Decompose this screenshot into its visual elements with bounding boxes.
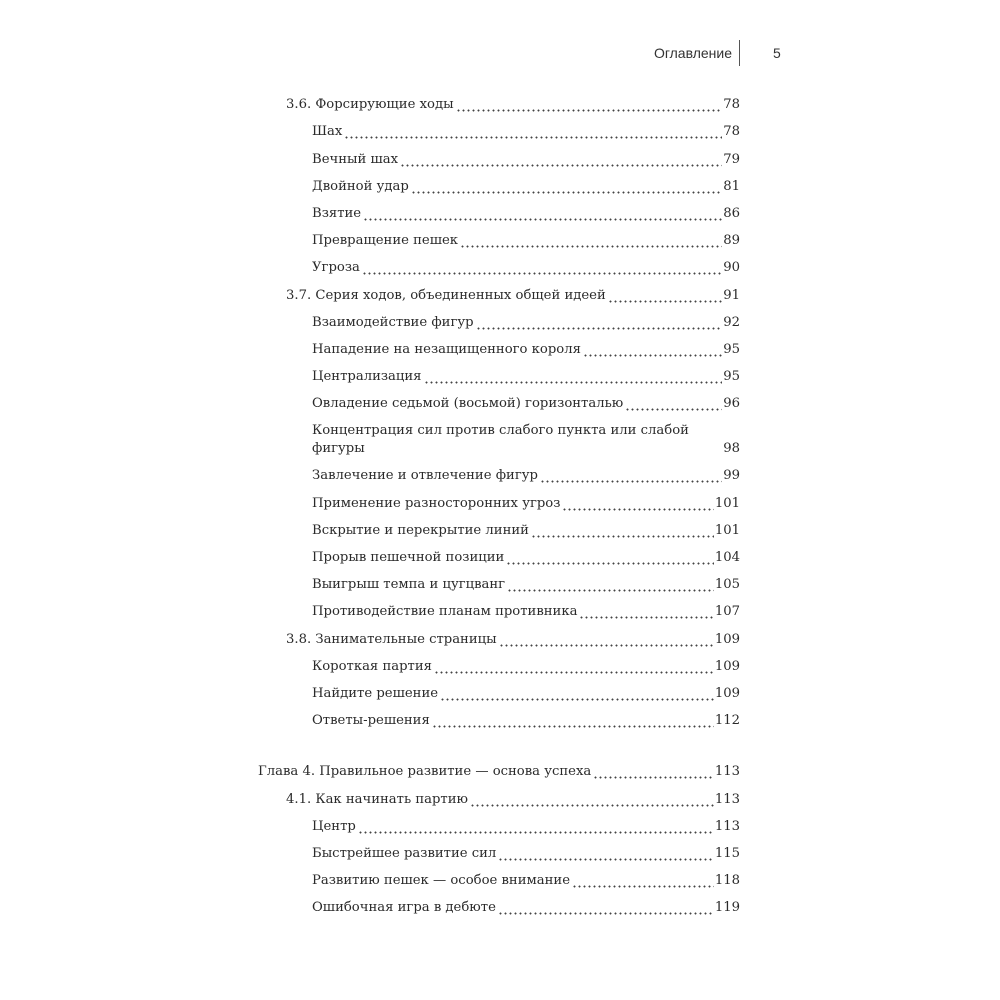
dot-leader — [608, 287, 722, 305]
toc-entry-page: 78 — [723, 97, 740, 113]
toc-entry-page: 91 — [723, 287, 740, 303]
toc-entry — [0, 146, 1000, 173]
toc-entry-page: 101 — [714, 495, 740, 511]
toc-entry-page: 105 — [714, 577, 740, 593]
dot-leader — [434, 658, 714, 676]
toc-entry-page: 99 — [723, 468, 740, 484]
toc-entry-title: Концентрация сил против слабого пункта или слабой фигуры — [312, 423, 694, 457]
dot-leader — [531, 522, 714, 540]
dot-leader — [362, 259, 722, 277]
dot-leader — [400, 151, 722, 169]
toc-entry-title: Овладение седьмой (восьмой) горизонталью — [312, 396, 624, 412]
toc-entry — [0, 418, 1000, 463]
toc-entry — [0, 654, 1000, 681]
dot-leader — [424, 368, 723, 386]
toc-entry-title: Центр — [312, 818, 356, 834]
dot-leader — [540, 467, 722, 485]
toc-entry — [0, 786, 1000, 813]
dot-leader — [593, 763, 714, 781]
header-divider — [739, 40, 740, 66]
toc-entry — [0, 841, 1000, 868]
dot-leader — [476, 314, 723, 332]
toc-entry-title: Угроза — [312, 260, 360, 276]
toc-entry-page: 81 — [723, 178, 740, 194]
toc-entry — [0, 708, 1000, 735]
toc-entry — [0, 310, 1000, 337]
toc-entry-page: 113 — [714, 818, 740, 834]
toc-entry-title: Двойной удар — [312, 178, 409, 194]
toc-entry-title: 4.1. Как начинать партию — [286, 791, 468, 807]
toc-entry-page: 95 — [723, 341, 740, 357]
toc-entry — [0, 545, 1000, 572]
toc-entry-page: 113 — [714, 791, 740, 807]
toc-entry — [0, 572, 1000, 599]
toc-entry — [0, 868, 1000, 895]
toc-entry-title: Завлечение и отвлечение фигур — [312, 468, 538, 484]
toc-entry-title: Превращение пешек — [312, 233, 459, 249]
toc-entry-title: Централизация — [312, 369, 422, 385]
dot-leader — [499, 631, 714, 649]
toc-entry-title: Ответы-решения — [312, 713, 430, 729]
toc-entry-page: 119 — [714, 900, 740, 916]
toc-entry-page: 96 — [723, 396, 740, 412]
toc-entry — [0, 759, 1000, 786]
toc-entry — [0, 626, 1000, 653]
toc-entry-title: Противодействие планам противника — [312, 604, 578, 620]
toc-entry-page: 109 — [714, 658, 740, 674]
header-section-title: Оглавление — [653, 45, 732, 61]
toc-entry-title: Вечный шах — [312, 151, 399, 167]
toc-entry — [0, 119, 1000, 146]
dot-leader — [583, 341, 722, 359]
dot-leader — [498, 845, 714, 863]
toc-entry-page: 92 — [723, 314, 740, 330]
toc-entry-page: 109 — [714, 631, 740, 647]
dot-leader — [625, 395, 722, 413]
dot-leader — [411, 178, 722, 196]
toc-entry-title: Применение разносторонних угроз — [312, 495, 561, 511]
toc-entry — [0, 518, 1000, 545]
toc-entry-title: Глава 4. Правильное развитие — основа успеха — [258, 764, 592, 780]
dot-leader — [363, 205, 722, 223]
toc-entry-title: Вскрытие и перекрытие линий — [312, 522, 529, 538]
toc-entry-page: 79 — [723, 151, 740, 167]
toc-entry-title: Нападение на незащищенного короля — [312, 341, 581, 357]
toc-entry-page: 109 — [714, 685, 740, 701]
toc-entry — [0, 895, 1000, 922]
toc-entry — [0, 174, 1000, 201]
toc-entry-page: 89 — [723, 233, 740, 249]
toc-entry-page: 78 — [723, 124, 740, 140]
toc-entry-title: 3.7. Серия ходов, объединенных общей идеей — [286, 287, 606, 303]
toc-entry-page: 113 — [714, 764, 740, 780]
toc-entry-title: Ошибочная игра в дебюте — [312, 900, 496, 916]
toc-entry-title: Взятие — [312, 205, 362, 221]
toc-entry-page: 95 — [723, 369, 740, 385]
toc-entry-title: Выигрыш темпа и цугцванг — [312, 577, 506, 593]
dot-leader — [562, 495, 713, 513]
toc-entry-title: Шах — [312, 124, 343, 140]
dot-leader — [507, 576, 714, 594]
toc-entry-page: 104 — [714, 550, 740, 565]
toc-entry — [0, 599, 1000, 626]
toc-entry-page: 112 — [714, 713, 740, 729]
toc-entry-title: Найдите решение — [312, 685, 439, 701]
toc-entry — [0, 490, 1000, 517]
toc-entry-page: 115 — [714, 845, 740, 861]
toc-entry — [0, 282, 1000, 309]
dot-leader — [460, 232, 722, 250]
toc-entry-title: 3.8. Занимательные страницы — [286, 631, 497, 647]
toc-entry-page: 118 — [714, 873, 740, 889]
dot-leader — [344, 123, 722, 141]
dot-leader — [498, 899, 714, 917]
toc-entry-page: 98 — [723, 441, 740, 457]
toc-entry-title: Развитию пешек — особое внимание — [312, 873, 571, 889]
toc-entry — [0, 337, 1000, 364]
dot-leader — [470, 791, 714, 809]
toc-entry-page: 101 — [714, 522, 740, 538]
dot-leader — [432, 712, 714, 730]
toc-entry-title: Быстрейшее развитие сил — [312, 845, 497, 861]
dot-leader — [506, 549, 714, 567]
table-of-contents — [0, 92, 1000, 922]
toc-entry — [0, 92, 1000, 119]
dot-leader — [456, 96, 723, 114]
toc-entry-page: 90 — [723, 260, 740, 276]
toc-entry — [0, 814, 1000, 841]
dot-leader — [440, 685, 714, 703]
page-number: 5 — [773, 45, 781, 61]
toc-entry — [0, 201, 1000, 228]
toc-entry-title: Взаимодействие фигур — [312, 314, 474, 330]
toc-entry — [0, 228, 1000, 255]
toc-entry-title: 3.6. Форсирующие ходы — [286, 97, 454, 113]
toc-entry-page: 86 — [723, 205, 740, 221]
toc-entry — [0, 255, 1000, 282]
toc-entry-page: 107 — [714, 604, 740, 620]
toc-entry — [0, 463, 1000, 490]
toc-entry — [0, 364, 1000, 391]
dot-leader — [579, 603, 713, 621]
toc-entry-title: Короткая партия — [312, 658, 432, 674]
dot-leader — [572, 872, 714, 890]
dot-leader — [358, 818, 714, 836]
toc-entry-title: Прорыв пешечной позиции — [312, 550, 505, 565]
toc-entry — [0, 391, 1000, 418]
toc-entry — [0, 681, 1000, 708]
